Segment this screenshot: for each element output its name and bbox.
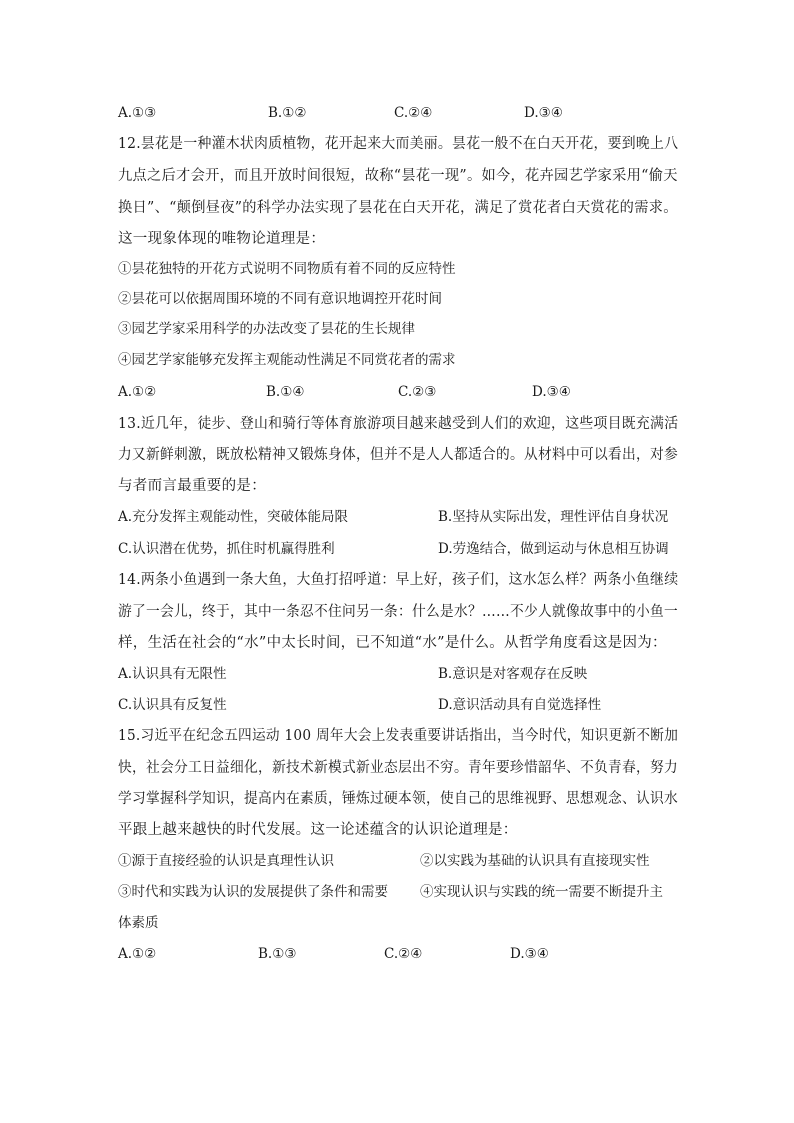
q13-option-a: A.充分发挥主观能动性，突破体能局限	[118, 509, 349, 525]
q15-option-a: A.①②	[118, 946, 157, 962]
q15-statement-3: ③时代和实践为认识的发展提供了条件和需要	[118, 884, 388, 900]
q15-option-d: D.③④	[510, 946, 549, 962]
q15-statement-1: ①源于直接经验的认识是真理性认识	[118, 853, 334, 869]
q12-option-b: B.①④	[266, 384, 305, 400]
q12-option-c: C.②③	[398, 384, 437, 400]
q14-option-d: D.意识活动具有自觉选择性	[438, 697, 602, 713]
q14-option-b: B.意识是对客观存在反映	[438, 666, 588, 682]
q13-stem-line: 与者而言最重要的是：	[118, 478, 266, 494]
q15-stem-line: 15.习近平在纪念五四运动 100 周年大会上发表重要讲话指出，当今时代，知识更新不断加	[118, 728, 679, 744]
q14-stem-line: 游了一会儿，终于，其中一条忍不住问另一条：什么是水？……不少人就像故事中的小鱼一	[118, 604, 678, 620]
q13-option-c: C.认识潜在优势，抓住时机赢得胜利	[118, 541, 335, 557]
q13-stem-line: 13.近几年，徒步、登山和骑行等体育旅游项目越来越受到人们的欢迎，这些项目既充满活	[118, 416, 679, 432]
q11-option-b: B.①②	[268, 105, 307, 121]
q11-option-d: D.③④	[524, 105, 563, 121]
q15-stem-line: 快，社会分工日益细化，新技术新模式新业态层出不穷。青年要珍惜韶华、不负青春，努力	[118, 760, 678, 776]
q12-stem-line: 12.昙花是一种灌木状肉质植物，花开起来大而美丽。昙花一般不在白天开花，要到晚上八	[118, 136, 679, 152]
q12-stem-line: 换日”、“颠倒昼夜”的科学办法实现了昙花在白天开花，满足了赏花者白天赏花的需求。	[118, 200, 678, 216]
q15-statement-2: ②以实践为基础的认识具有直接现实性	[420, 853, 650, 869]
q15-statement-4: ④实现认识与实践的统一需要不断提升主	[420, 884, 663, 900]
q12-option-a: A.①②	[118, 384, 157, 400]
q12-statement-1: ①昙花独特的开花方式说明不同物质有着不同的反应特性	[118, 261, 456, 277]
q14-option-c: C.认识具有反复性	[118, 697, 227, 713]
q15-stem-line: 平跟上越来越快的时代发展。这一论述蕴含的认识论道理是：	[118, 822, 518, 838]
q11-option-c: C.②④	[394, 105, 433, 121]
q12-stem-line: 这一现象体现的唯物论道理是：	[118, 231, 326, 247]
q13-option-b: B.坚持从实际出发，理性评估自身状况	[438, 509, 669, 525]
q13-option-d: D.劳逸结合，做到运动与休息相互协调	[438, 541, 669, 557]
q12-statement-3: ③园艺学家采用科学的办法改变了昙花的生长规律	[118, 321, 415, 337]
q15-option-c: C.②④	[384, 946, 423, 962]
q12-statement-4: ④园艺学家能够充发挥主观能动性满足不同赏花者的需求	[118, 352, 456, 368]
q11-option-a: A.①③	[118, 105, 157, 121]
q12-statement-2: ②昙花可以依据周围环境的不同有意识地调控开花时间	[118, 291, 442, 307]
q15-statement-4-continued: 体素质	[118, 915, 159, 931]
q15-option-b: B.①③	[258, 946, 297, 962]
q15-stem-line: 学习掌握科学知识，提高内在素质，锤炼过硬本领，使自己的思维视野、思想观念、认识水	[118, 791, 678, 807]
q14-stem-line: 样，生活在社会的“水”中太长时间，已不知道“水”是什么。从哲学角度看这是因为：	[118, 635, 667, 651]
q12-option-d: D.③④	[532, 384, 571, 400]
q14-stem-line: 14.两条小鱼遇到一条大鱼，大鱼打招呼道：早上好，孩子们，这水怎么样？两条小鱼继续	[118, 572, 679, 588]
q13-stem-line: 力又新鲜刺激，既放松精神又锻炼身体，但并不是人人都适合的。从材料中可以看出，对参	[118, 447, 678, 463]
q14-option-a: A.认识具有无限性	[118, 666, 227, 682]
q12-stem-line: 九点之后才会开，而且开放时间很短，故称“昙花一现”。如今，花卉园艺学家采用“偷天	[118, 168, 678, 184]
